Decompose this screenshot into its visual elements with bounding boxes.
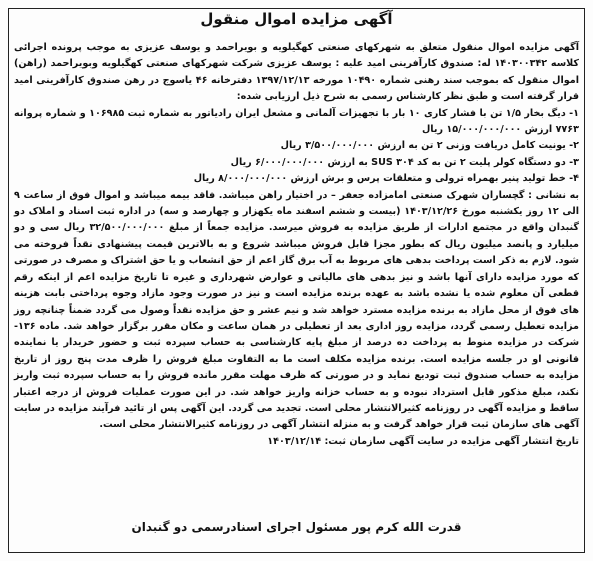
intro-paragraph: آگهی مزایده اموال منقول متعلق به شهرکهای صنعتی کهگیلویه و بویراحمد و یوسف عزیزی به موجب پرونده اجرائی کلاسه ۱۴۰۳۰۰۳۴۲ له: صندوق کارآفرینی امید علیه : یوسف عزیزی شرکت شهرکهای صنعتی کهگیلویه وبویراحمد (راهن) اموال منقول که بموجب سند رهنی شماره ۱۰۴۹۰ مورخه ۱۳۹۷/۱۲/۱۳ دفترخانه ۴۶ یاسوج در رهن صندوق کارآفرینی امید قرار گرفته است و طبق نظر کارشناس رسمی به شرح ذیل ارزیابی شده: <box>14 42 579 103</box>
item-4: ۴- خط تولید پنیر بهمراه ترولی و متعلقات پرس و برش ارزش ۸/۰۰۰/۰۰۰/۰۰۰ ریال <box>193 173 579 185</box>
publish-date: تاریخ انتشار آگهی مزایده در سایت آگهی سازمان ثبت: ۱۴۰۳/۱۲/۱۴ <box>267 435 579 447</box>
terms-paragraph: به نشانی : گچساران شهرک صنعتی امامزاده جعفر – در اختیار راهن میباشد. فاقد بیمه میباشد و اموال فوق از ساعت ۹ الی ۱۲ روز یکشنبه مورخ ۱۴۰۳/۱۲/۲۶ (بیست و ششم اسفند ماه یکهزار و چهارصد و سه) در اداره ثبت اسناد و املاک دو گنبدان واقع در مجتمع ادارات از طریق مزایده به فروش میرسد. مزایده جمعاً از مبلغ ۳۲/۵۰۰/۰۰۰/۰۰۰ ریال سی و دو میلیارد و پانصد میلیون ریال که بطور مجزا قابل فروش میباشد شروع و به بالاترین قیمت پیشنهادی نقداً فروخته می شود. لازم به ذکر است پرداخت بدهی های مربوط به آب برق گاز اعم از حق انشعاب و یا حق اشتراک و مصرف در صورتی که مورد مزایده دارای آنها باشد و نیز بدهی های مالیاتی و عوارض شهرداری و غیره تا تاریخ مزایده اعم از اینکه رقم قطعی آن معلوم شده یا نشده باشد به عهده برنده مزایده است و نیز در صورت وجود مازاد وجوه پرداختی بابت هزینه های فوق از محل مازاد به برنده مزایده مسترد خواهد شد و نیم عشر و حق مزایده نقداً وصول می گردد ضمناً چنانچه روز مزایده تعطیل رسمی گردد، مزایده روز اداری بعد از تعطیلی در همان ساعت و مکان مقرر برگزار خواهد شد. ماده ۱۳۶- شرکت در مزایده منوط به پرداخت ده درصد از مبلغ پایه کارشناسی به حساب سپرده ثبت و حضور خریدار یا نماینده قانونی او در جلسه مزایده است. برنده مزایده مکلف است ما به التفاوت مبلغ فروش را ظرف مدت پنج روز از تاریخ مزایده به حساب صندوق ثبت تودیع نماید و در صورتی که ظرف مهلت مقرر مانده فروش را به حساب سپرده ثبت واریز نکند، مبلغ مذکور قابل استرداد نبوده و به حساب خزانه واریز خواهد شد. در این صورت عملیات فروش از درجه اعتبار ساقط و مزایده آگهی در روزنامه کثیرالانتشار محلی است. تجدید می گردد. این آگهی پس از تائید فرآیند مزایده در سایت آگهی های سازمان ثبت قرار خواهد گرفت و به منزله انتشار آگهی در روزنامه کثیرالانتشار محلی است. <box>14 189 580 431</box>
signature: قدرت الله کرم پور مسئول اجرای اسنادرسمی دو گنبدان <box>131 520 462 534</box>
item-2: ۲- یونیت کامل دریافت وزنی ۲ تن به ارزش ۳/۵۰۰/۰۰۰/۰۰۰ ریال <box>280 140 579 152</box>
item-3: ۳- دو دستگاه کولر پلیت ۲ تن به کد SUS ۳۰۴ به ارزش ۶/۰۰۰/۰۰۰/۰۰۰ ریال <box>230 156 579 168</box>
notice-body <box>14 40 579 450</box>
item-1: ۱- دیگ بخار ۱/۵ تن با فشار کاری ۱۰ بار با تجهیزات آلمانی و مشعل ایران رادیاتور به شماره ثبت ۱۰۶۹۸۵ و شماره پروانه ۷۷۶۳ ارزش ۱۵/۰۰۰/۰۰۰/۰۰۰ ریال <box>14 107 580 136</box>
notice-title: آگهی مزایده اموال منقول <box>200 10 393 28</box>
